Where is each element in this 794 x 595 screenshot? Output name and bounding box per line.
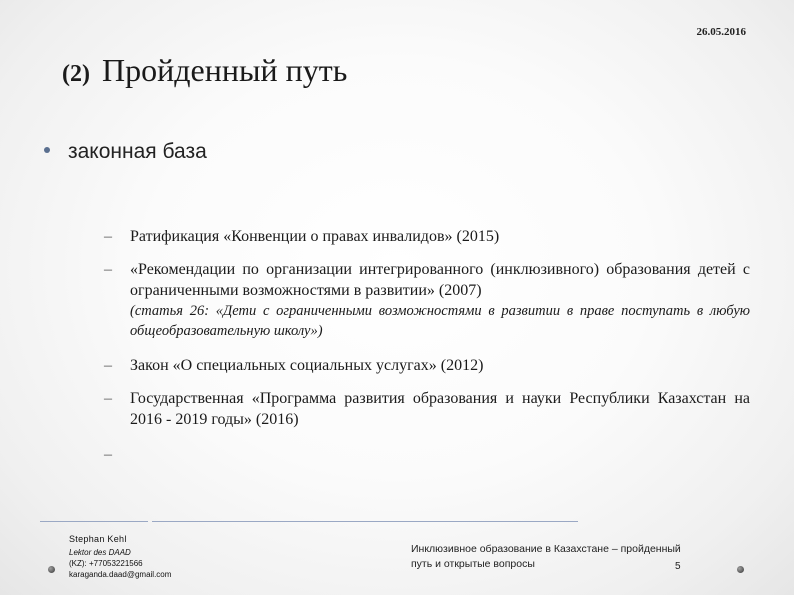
list-item-text: Ратификация «Конвенции о правах инвалидов» (2015) bbox=[130, 228, 500, 245]
dash-icon: – bbox=[104, 446, 112, 463]
page-number: 5 bbox=[675, 561, 681, 572]
list-item-text: «Рекомендации по организации интегрированного (инклюзивного) образования детей с ограниченными возможностями в развитии» (2007) bbox=[130, 261, 750, 299]
pin-dot-icon bbox=[48, 566, 55, 573]
dash-icon: – bbox=[104, 228, 112, 245]
pin-dot-icon bbox=[737, 566, 744, 573]
author-phone: (KZ): +77053221566 bbox=[69, 559, 143, 568]
sub-bullet-list bbox=[104, 226, 750, 463]
dash-icon: – bbox=[104, 390, 112, 407]
slide-date: 26.05.2016 bbox=[696, 26, 746, 38]
author-email: karaganda.daad@gmail.com bbox=[69, 570, 172, 579]
author-block bbox=[69, 534, 171, 581]
list-item bbox=[104, 355, 750, 376]
list-item-note: (статья 26: «Дети с ограниченными возможностями в развитии в праве поступать в любую общеобразовательную школу») bbox=[130, 303, 750, 339]
author-role: Lektor des DAAD bbox=[69, 548, 131, 557]
list-item-text: Государственная «Программа развития образования и науки Республики Казахстан на 2016 - 2019 годы» (2016) bbox=[130, 390, 750, 428]
main-bullet-text: законная база bbox=[68, 140, 207, 163]
slide-title bbox=[62, 52, 347, 89]
list-item bbox=[104, 259, 750, 341]
title-number: (2) bbox=[62, 61, 90, 87]
footer-divider-left bbox=[40, 521, 148, 522]
list-item-text: Закон «О специальных социальных услугах» (2012) bbox=[130, 357, 484, 374]
presentation-title: Инклюзивное образование в Казахстане – пройденный путь и открытые вопросы bbox=[411, 543, 681, 570]
dash-icon: – bbox=[104, 357, 112, 374]
bullet-dot-icon bbox=[44, 147, 50, 153]
main-bullet bbox=[44, 140, 207, 164]
author-name: Stephan Kehl bbox=[69, 534, 127, 544]
list-item bbox=[104, 388, 750, 430]
dash-icon: – bbox=[104, 261, 112, 278]
footer-divider-right bbox=[152, 521, 578, 522]
list-item bbox=[104, 226, 750, 247]
title-text: Пройденный путь bbox=[101, 52, 348, 88]
